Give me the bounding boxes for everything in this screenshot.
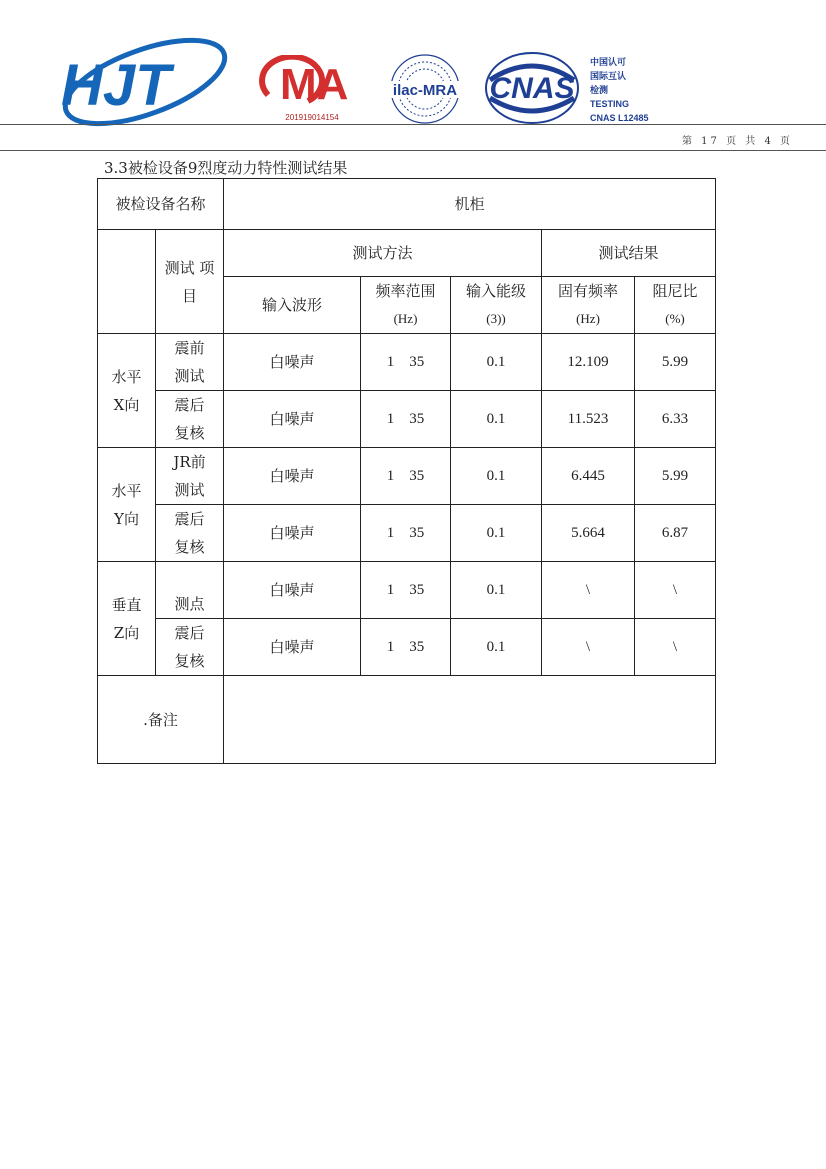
energy-cell: 0.1 xyxy=(451,562,542,619)
header-divider-bottom xyxy=(0,150,826,151)
natural-freq-cell: 11.523 xyxy=(542,391,635,448)
test-method-header: 测试方法 xyxy=(224,230,542,277)
table-row xyxy=(98,230,716,277)
table-row xyxy=(98,676,716,764)
header-divider-top xyxy=(0,124,826,125)
natural-freq-cell: \ xyxy=(542,562,635,619)
cnas-line: 中国认可 xyxy=(590,57,627,67)
cma-logo xyxy=(258,55,366,127)
energy-cell: 0.1 xyxy=(451,448,542,505)
cma-number: 201919014154 xyxy=(285,113,339,122)
remarks-value xyxy=(224,676,716,764)
damping-cell: 5.99 xyxy=(635,334,716,391)
damping-cell: \ xyxy=(635,619,716,676)
waveform-cell: 白噪声 xyxy=(224,619,361,676)
energy-cell: 0.1 xyxy=(451,334,542,391)
results-table xyxy=(97,178,716,764)
equipment-name-label: 被检设备名称 xyxy=(98,179,224,230)
remarks-label: .备注 xyxy=(98,676,224,764)
damping-cell: 5.99 xyxy=(635,448,716,505)
cnas-logo xyxy=(482,50,582,126)
cnas-line: CNAS L12485 xyxy=(590,113,649,123)
waveform-cell: 白噪声 xyxy=(224,562,361,619)
col-freq-range-header: 频率范围 (Hz) xyxy=(361,277,451,334)
energy-cell: 0.1 xyxy=(451,391,542,448)
cnas-logo-text: CNAS xyxy=(489,72,575,105)
col-damping-header: 阻尼比 (%) xyxy=(635,277,716,334)
damping-cell: 6.87 xyxy=(635,505,716,562)
waveform-cell: 白噪声 xyxy=(224,448,361,505)
test-item: 震后 复核 xyxy=(156,619,224,676)
hjt-logo-text: HJT xyxy=(61,53,171,118)
test-item: JR前 测试 xyxy=(156,448,224,505)
test-item-header: 测试 项 目 xyxy=(156,230,224,334)
waveform-cell: 白噪声 xyxy=(224,391,361,448)
cnas-line: TESTING xyxy=(590,99,630,109)
natural-freq-cell: 12.109 xyxy=(542,334,635,391)
page-info: 第 17 页 共 4 页 xyxy=(682,136,793,147)
cma-logo-text: MA xyxy=(280,60,349,109)
freq-range-cell: 1 35 xyxy=(361,334,451,391)
test-item: 震后 复核 xyxy=(156,391,224,448)
col-energy-header: 输入能级 (3)) xyxy=(451,277,542,334)
freq-range-cell: 1 35 xyxy=(361,505,451,562)
table-row xyxy=(98,391,716,448)
energy-cell: 0.1 xyxy=(451,619,542,676)
ilac-mra-logo xyxy=(380,52,470,126)
table-row xyxy=(98,619,716,676)
table-row xyxy=(98,562,716,619)
freq-range-cell: 1 35 xyxy=(361,619,451,676)
table-row xyxy=(98,334,716,391)
test-result-header: 测试结果 xyxy=(542,230,716,277)
damping-cell: 6.33 xyxy=(635,391,716,448)
energy-cell: 0.1 xyxy=(451,505,542,562)
direction-x: 水平 X向 xyxy=(98,334,156,448)
col-natural-freq-header: 固有频率 (Hz) xyxy=(542,277,635,334)
natural-freq-cell: 6.445 xyxy=(542,448,635,505)
freq-range-cell: 1 35 xyxy=(361,448,451,505)
test-item: 震前 测试 xyxy=(156,334,224,391)
natural-freq-cell: 5.664 xyxy=(542,505,635,562)
test-item: 测点 xyxy=(156,562,224,619)
col-waveform-header: 输入波形 xyxy=(224,277,361,334)
direction-z: 垂直 Z向 xyxy=(98,562,156,676)
damping-cell: \ xyxy=(635,562,716,619)
direction-y: 水平 Y向 xyxy=(98,448,156,562)
cnas-accreditation-text xyxy=(590,55,649,125)
freq-range-cell: 1 35 xyxy=(361,562,451,619)
test-item: 震后 复核 xyxy=(156,505,224,562)
freq-range-cell: 1 35 xyxy=(361,391,451,448)
natural-freq-cell: \ xyxy=(542,619,635,676)
cnas-line: 国际互认 xyxy=(590,71,627,81)
direction-header-cell xyxy=(98,230,156,334)
waveform-cell: 白噪声 xyxy=(224,505,361,562)
ilac-mra-text: ilac-MRA xyxy=(392,82,458,99)
cnas-line: 检测 xyxy=(590,85,609,95)
table-row xyxy=(98,505,716,562)
section-title: 3.3被检设备9烈度动力特性测试结果 xyxy=(104,159,348,177)
waveform-cell: 白噪声 xyxy=(224,334,361,391)
table-row xyxy=(98,448,716,505)
equipment-name-value: 机柜 xyxy=(224,179,716,230)
table-row xyxy=(98,179,716,230)
hjt-logo xyxy=(55,30,230,135)
